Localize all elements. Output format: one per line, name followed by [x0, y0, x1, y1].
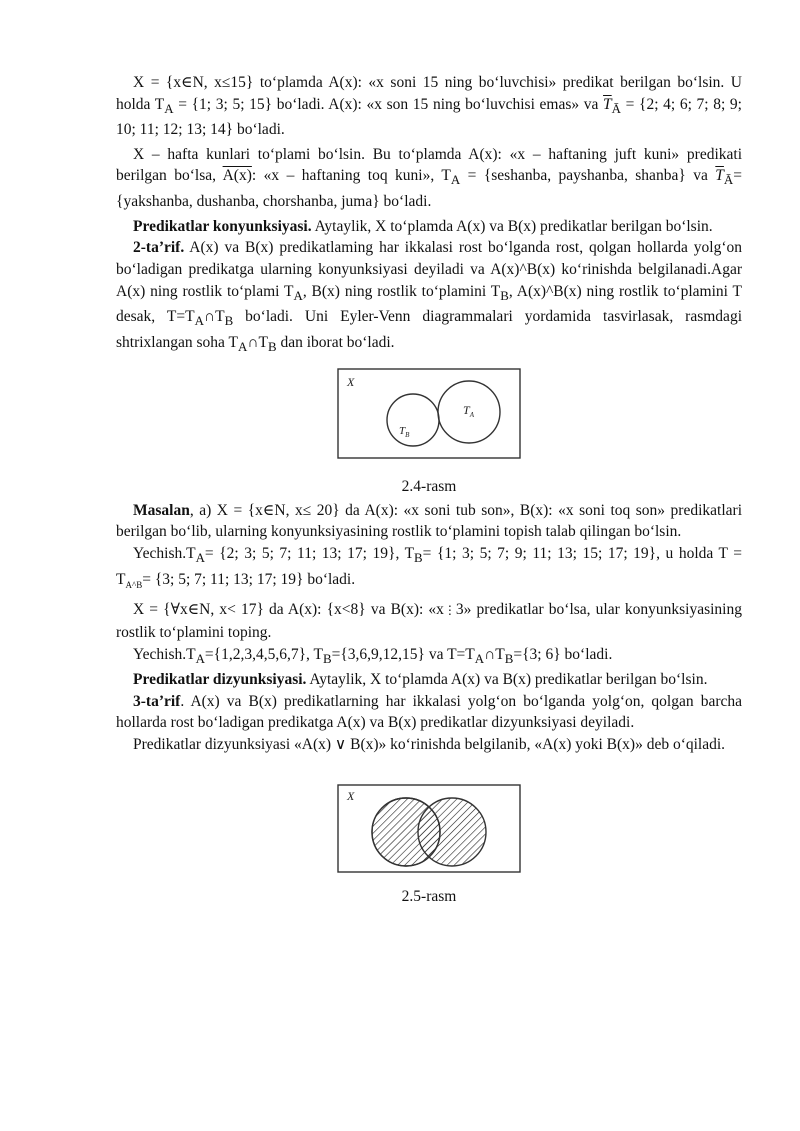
venn-diagram-union: [337, 784, 521, 874]
venn-diagram-intersection: [337, 368, 521, 460]
set-label: X: [347, 374, 355, 389]
paragraph-4: 2-ta’rif. A(x) va B(x) predikatlaming har ikkalasi rost bo‘lganda rost, qolgan hollarda yolg‘on bo‘ladigan predikatga ularning konyunksiyasi deyiladi va A(x)^B(x) ko‘rinishda belgilanadi.Agar A(x) ning rostlik to‘plami $T_A$, B(x) ning rostlik to‘plamini $T_B$, A(x)^B(x) ning rostlik to‘plamini T desak, $T=T_A\cap T_B$ bo‘ladi. Uni Eyler-Venn diagrammalari yordamida tasvirlasak, rasmdagi shtrixlangan soha $T_A\cap T_B$ dan iborat bo‘ladi.: [116, 239, 743, 354]
paragraph-5: Masalan, a) X = {x∈N, x≤ 20} da A(x): «x soni tub son», B(x): «x soni toq son» predikatlari berilgan bo‘lib, ularning konyunksiyasining rostlik to‘plamini topish talab qilingan bo‘lsin.: [116, 501, 742, 541]
paragraph-8: $Yechish.T_A=\{1,2,3,4,5,6,7\}$, $T_B=\{3,6,9,12,15\}$ va $T=T_A\cap T_B=\{3$; 6} bo‘ladi.: [133, 645, 613, 666]
paragraph-11: Predikatlar dizyunksiyasi «A(x) ∨ B(x)» ko‘rinishda belgilanib, «A(x) yoki B(x)» deb o‘qiladi.: [133, 736, 726, 753]
venn-figure-intersection: [337, 368, 521, 467]
divides-symbol: ⋮: [443, 603, 456, 618]
paragraph-2: X – hafta kunlari to‘plami bo‘lsin. Bu to‘plamda A(x): «x – haftaning juft kuni» predikati berilgan bo‘lsa, A(x): «x – haftaning toq kuni», $T_A$ = {seshanba, payshanba, shanba} va $\overline{T}_Ā=$ {yakshanba, dushanba, chorshanba, juma} bo‘ladi.: [116, 145, 742, 211]
paragraph-3: Predikatlar konyunksiyasi. Aytaylik, X to‘plamda A(x) va B(x) predikatlar berilgan bo‘lsin.: [133, 217, 713, 235]
paragraph-7: X = {∀x∈N, x< 17} da A(x): {x<8} va B(x): «x⋮3» predikatlar bo‘lsa, ular konyunksiyasining rostlik to‘plamini toping.: [116, 601, 742, 641]
paragraph-6: $Yechish.T_A= \{2$; 3; 5; 7; 11; 13; 17; 19}, $T_B= \{1$; 3; 5; 7; 9; 11; 13; 15; 17; 19}, u holda $T = T_{A\^{}B}= \{3$; 5; 7; 11; 13; 17; 19} bo‘ladi.: [116, 544, 742, 590]
label-a: $T_A$: [463, 402, 474, 419]
document-page: [116, 72, 742, 908]
paragraph-1: X = {x∈N, x≤15} to‘plamda A(x): «x soni 15 ning bo‘luvchisi» predikat berilgan bo‘lsin. U holda $T_A = \{1$; 3; 5; 15} bo‘ladi. A(x): «x son 15 ning bo‘luvchisi emas» va $\overline{T}_Ā = \{2$; 4; 6; 7; 8; 9; 10; 11; 12; 13; 14} bo‘ladi.: [116, 74, 742, 139]
figure-caption-2: 2.5-rasm: [401, 888, 457, 906]
paragraph-9: Predikatlar dizyunksiyasi. Aytaylik, X to‘plamda A(x) va B(x) predikatlar berilgan bo‘lsin.: [133, 671, 708, 689]
paragraph-10: 3-ta’rif. A(x) va B(x) predikatlarning har ikkalasi yolg‘on bo‘lganda yolg‘on, qolgan barcha hollarda rost bo‘ladigan predikatga A(x) va B(x) predikatlar dizyunksiyasi deyiladi.: [116, 692, 742, 732]
venn-figure-union: [337, 784, 521, 881]
circle-b: [387, 394, 439, 446]
universe-rect: [338, 369, 520, 458]
figure-caption-1: 2.4-rasm: [401, 478, 457, 496]
circle-b-2: [418, 798, 486, 866]
label-b: $T_B$: [399, 424, 410, 439]
set-label-2: X: [347, 788, 355, 803]
